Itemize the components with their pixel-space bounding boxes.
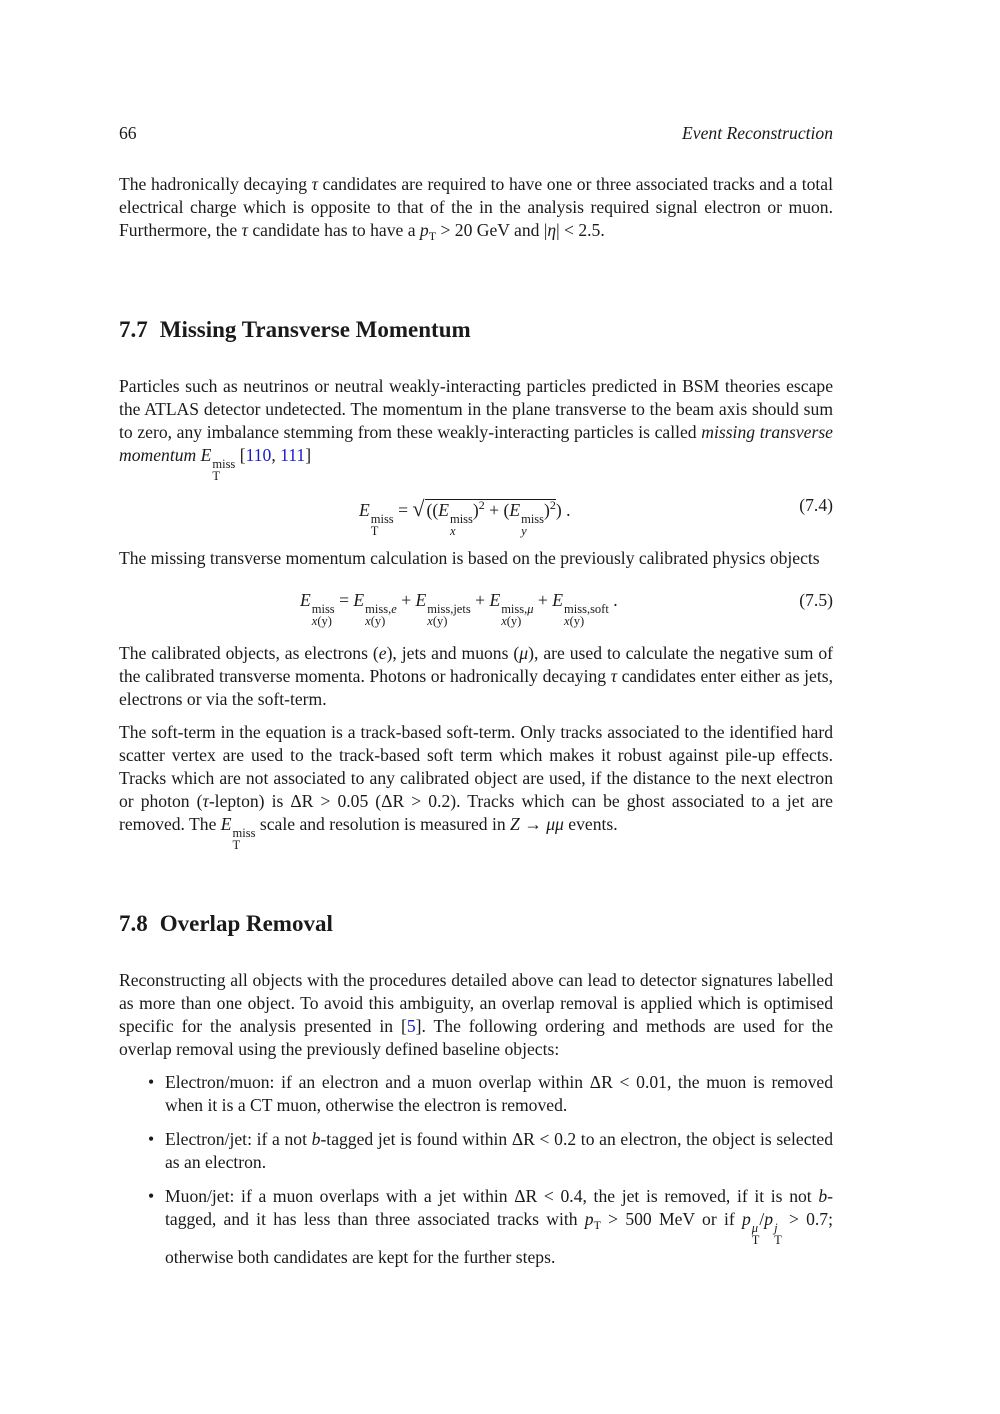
equation-7-5: E miss x(y) = E miss,e x(y) + E miss,jets x(y) + E miss,μ x(y) + E miss,soft x(y) . (7.5): [300, 590, 833, 628]
paragraph-tau-candidates: The hadronically decaying τ candidates are required to have one or three associated tracks and a total electrical charge which is opposite to that of the in the analysis required signal electron or muon. Furthermore, the τ candidate has to have a $p_T > 20$ GeV and |η| < 2.5.: [119, 174, 833, 243]
page-number: 66: [119, 123, 137, 143]
citation-link[interactable]: 111: [280, 445, 306, 465]
paragraph-calc-basis: The missing transverse momentum calculation is based on the previously calibrated physics objects: [119, 548, 820, 568]
section-heading-7-8: 7.8 Overlap Removal: [119, 911, 333, 936]
paragraph-soft-term: The soft-term in the equation is a track-based soft-term. Only tracks associated to the identified hard scatter vertex are used to the track-based soft term which makes it robust against pile-up effects. Tracks which are not associated to any calibrated object are used, if the distance to the next electron or photon (τ-lepton) is ΔR > 0.05 (ΔR > 0.2). Tracks which can be ghost associated to a jet are removed. The E miss T scale and resolution is measured in Z → μμ events.: [119, 722, 833, 852]
citation-link[interactable]: 110: [245, 445, 272, 465]
equation-7-4: E miss T = √ ((E miss x )$^2$ + (E miss y )$^2$) . (7.4): [359, 495, 833, 538]
paragraph-overlap-intro: Reconstructing all objects with the procedures detailed above can lead to detector signatures labelled as more than one object. To avoid this ambiguity, an overlap removal is applied which is optimised specific for the analysis presented in [5]. The following ordering and methods are used for the overlap removal using the previously defined baseline objects:: [119, 970, 834, 1059]
list-item: • Electron/jet: if a not b-tagged jet is found within ΔR < 0.2 to an electron, the object is selected as an electron.: [119, 1128, 833, 1174]
section-heading-7-7: 7.7 Missing Transverse Momentum: [119, 317, 471, 342]
paragraph-calibrated-objects: The calibrated objects, as electrons (e), jets and muons (μ), are used to calculate the negative sum of the calibrated transverse momenta. Photons or hadronically decaying τ candidates enter either as jets, electrons or via the soft-term.: [119, 643, 834, 709]
equation-number: (7.5): [799, 590, 833, 610]
list-item: • Electron/muon: if an electron and a muon overlap within ΔR < 0.01, the muon is removed when it is a CT muon, otherwise the electron is removed.: [119, 1071, 833, 1117]
list-item: • Muon/jet: if a muon overlaps with a jet within ΔR < 0.4, the jet is removed, if it is not b-tagged, and it has less than three associated tracks with $p_T > 500$ MeV or if p μ T /p j T > 0.7; otherwise both candidates are kept for the further steps.: [119, 1185, 833, 1269]
citation-link[interactable]: 5: [406, 1016, 416, 1036]
overlap-rules-list: [119, 1071, 833, 1280]
running-header: [119, 122, 833, 145]
running-title: Event Reconstruction: [682, 123, 833, 143]
equation-number: (7.4): [799, 495, 833, 515]
paragraph-met-intro: Particles such as neutrinos or neutral weakly-interacting particles predicted in BSM theories escape the ATLAS detector undetected. The momentum in the plane transverse to the beam axis should sum to zero, any imbalance stemming from these weakly-interacting particles is called missing transverse momentum E miss T [110, 111]: [119, 376, 833, 483]
